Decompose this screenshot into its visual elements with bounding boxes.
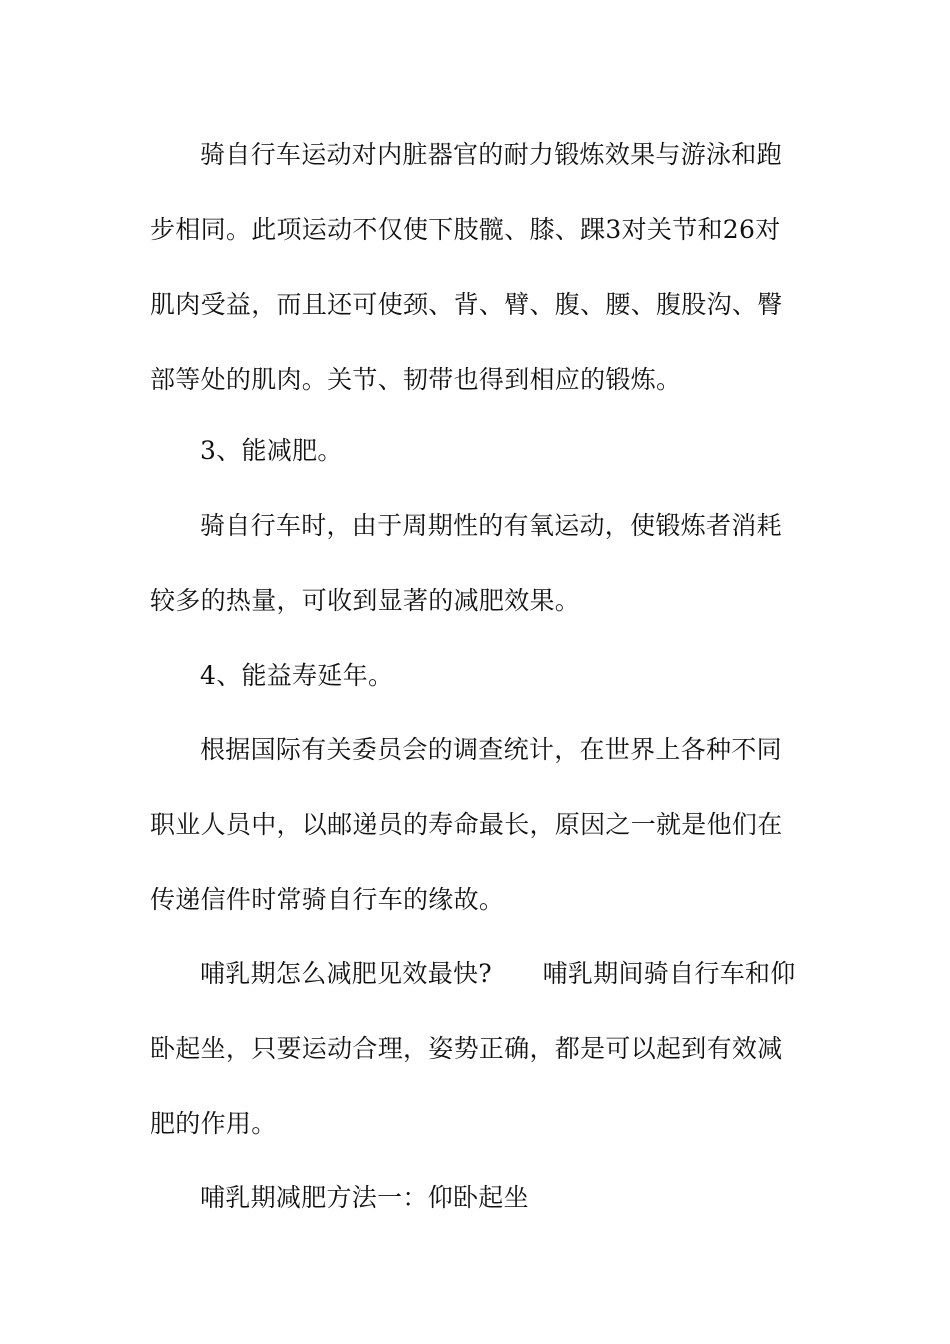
text-line: 4、能益寿延年。 xyxy=(200,661,394,690)
text-line: 卧起坐，只要运动合理，姿势正确，都是可以起到有效减 xyxy=(150,1034,783,1063)
text-line: 肌肉受益，而且还可使颈、背、臂、腹、腰、腹股沟、臀 xyxy=(150,290,783,319)
paragraph-cycling-benefits xyxy=(150,117,810,417)
paragraph-weight-loss xyxy=(150,488,810,638)
text-line: 较多的热量，可收到显著的减肥效果。 xyxy=(150,586,581,615)
heading-weight-loss xyxy=(150,413,810,488)
text-line: 骑自行车运动对内脏器官的耐力锻炼效果与游泳和跑 xyxy=(200,140,782,169)
text-line: 哺乳期怎么减肥见效最快? 哺乳期间骑自行车和仰 xyxy=(200,959,796,988)
heading-longevity xyxy=(150,638,810,713)
text-line: 部等处的肌肉。关节、韧带也得到相应的锻炼。 xyxy=(150,365,682,394)
text-line: 3、能减肥。 xyxy=(200,436,343,465)
text-line: 职业人员中，以邮递员的寿命最长，原因之一就是他们在 xyxy=(150,810,783,839)
text-line: 骑自行车时，由于周期性的有氧运动，使锻炼者消耗 xyxy=(200,511,782,540)
text-line: 肥的作用。 xyxy=(150,1109,277,1138)
text-line: 步相同。此项运动不仅使下肢髋、膝、踝3对关节和26对 xyxy=(150,215,781,244)
text-line: 根据国际有关委员会的调查统计，在世界上各种不同 xyxy=(200,735,782,764)
paragraph-longevity xyxy=(150,712,810,937)
text-line: 哺乳期减肥方法一：仰卧起坐 xyxy=(200,1183,529,1212)
heading-method-one xyxy=(150,1160,810,1235)
paragraph-postpartum xyxy=(150,936,810,1161)
text-line: 传递信件时常骑自行车的缘故。 xyxy=(150,885,505,914)
